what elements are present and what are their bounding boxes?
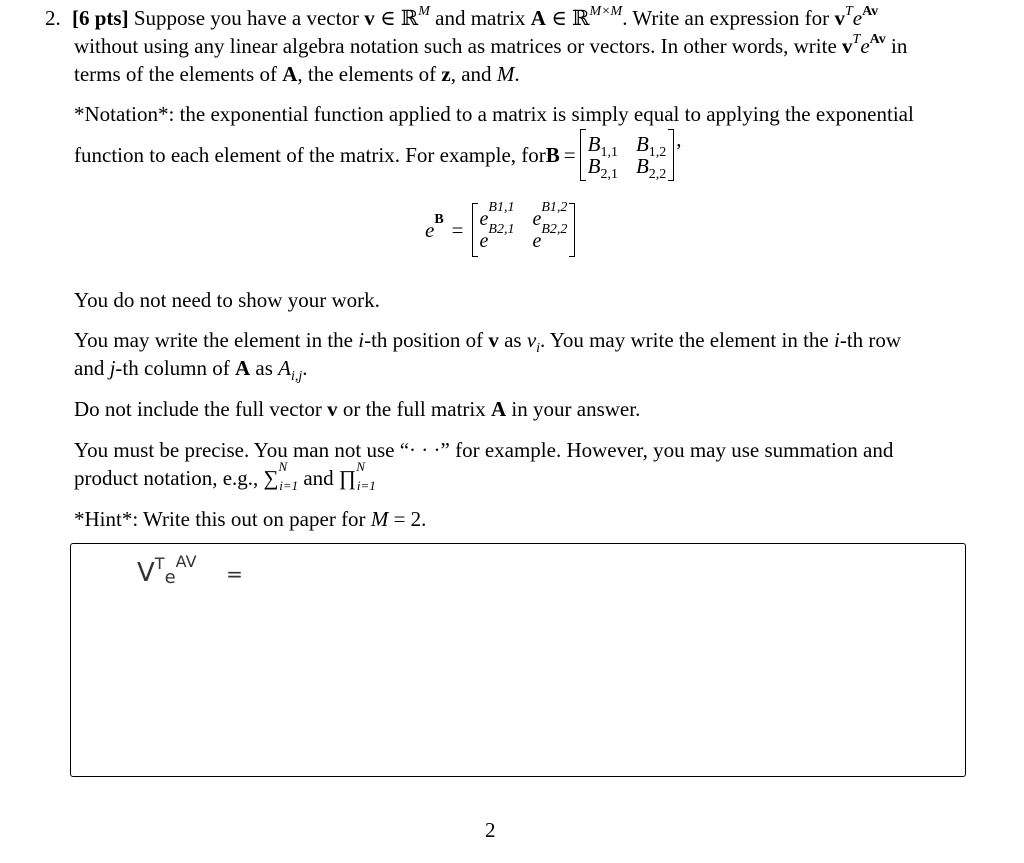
- product-symbol: ∏: [338, 466, 357, 490]
- problem-number: 2.: [45, 6, 61, 30]
- matrix-eB-entry-21: $e^{B2,1}$: [479, 222, 515, 252]
- precise-line-1: You must be precise. You man not use “· · ·” for example. However, you may use summation and: [74, 438, 894, 462]
- problem-line-1: 2. [6 pts] Suppose you have a vector v ∈ ℝ$^M$ and matrix A ∈ ℝ$^{M\times M}$. Write an expression for $v^Te^{Av}$: [45, 4, 879, 30]
- matrix-eB-grid: [478, 200, 570, 252]
- page-number: 2: [485, 818, 496, 842]
- handwritten-answer: $V^Te^{AV}$ =: [137, 552, 243, 588]
- matrix-bracket-right: [569, 203, 575, 257]
- notation-line-2: function to each element of the matrix. For example, for B = $B_{1,1}$ $B_{1,2}$ $B_{2,1}$ $B_{2,2}$ ,: [74, 127, 682, 183]
- matrix-B-entry-11: $B_{1,1}$: [587, 132, 618, 161]
- element-notation-line-1: You may write the element in the i-th position of v as $v_i$. You may write the element in the i-th row: [74, 328, 902, 357]
- matrix-B-entry-12: $B_{1,2}$: [635, 132, 667, 161]
- sum-symbol: ∑: [263, 466, 279, 490]
- no-full-vector-line: Do not include the full vector v or the full matrix A in your answer.: [74, 397, 641, 421]
- points-label: [6 pts]: [72, 6, 129, 30]
- no-work-line: You do not need to show your work.: [74, 288, 380, 312]
- matrix-eB: [472, 200, 576, 257]
- matrix-eB-entry-22: $e^{B2,2}$: [532, 222, 568, 252]
- matrix-B-entry-21: $B_{2,1}$: [587, 154, 618, 183]
- precise-line-2: product notation, e.g., ∑$^N_{i=1}$ and ∏$^N_{i=1}$: [74, 459, 376, 494]
- matrix-bracket-right: [668, 129, 674, 181]
- matrix-B: [580, 129, 675, 181]
- problem-line-3: terms of the elements of A, the elements of z, and M.: [74, 62, 520, 86]
- answer-box[interactable]: [70, 543, 966, 777]
- hint-line: *Hint*: Write this out on paper for M = 2.: [74, 507, 427, 531]
- matrix-B-grid: [586, 132, 669, 183]
- element-notation-line-2: and j-th column of A as $A_{i,j}$.: [74, 356, 308, 385]
- matrix-eB-entry-12: $e^{B1,2}$: [532, 200, 568, 230]
- eB-equation: e $^B$ = $e^{B1,1}$ $e^{B1,2}$ $e^{B2,1}$ $e^{B2,2}$: [425, 202, 575, 258]
- matrix-B-entry-22: $B_{2,2}$: [635, 154, 667, 183]
- problem-line-2: without using any linear algebra notation such as matrices or vectors. In other words, write $v^Te^{Av}$ in: [74, 32, 908, 58]
- notation-line-1: *Notation*: the exponential function applied to a matrix is simply equal to applying the exponential: [74, 102, 914, 126]
- matrix-eB-entry-11: $e^{B1,1}$: [479, 200, 515, 230]
